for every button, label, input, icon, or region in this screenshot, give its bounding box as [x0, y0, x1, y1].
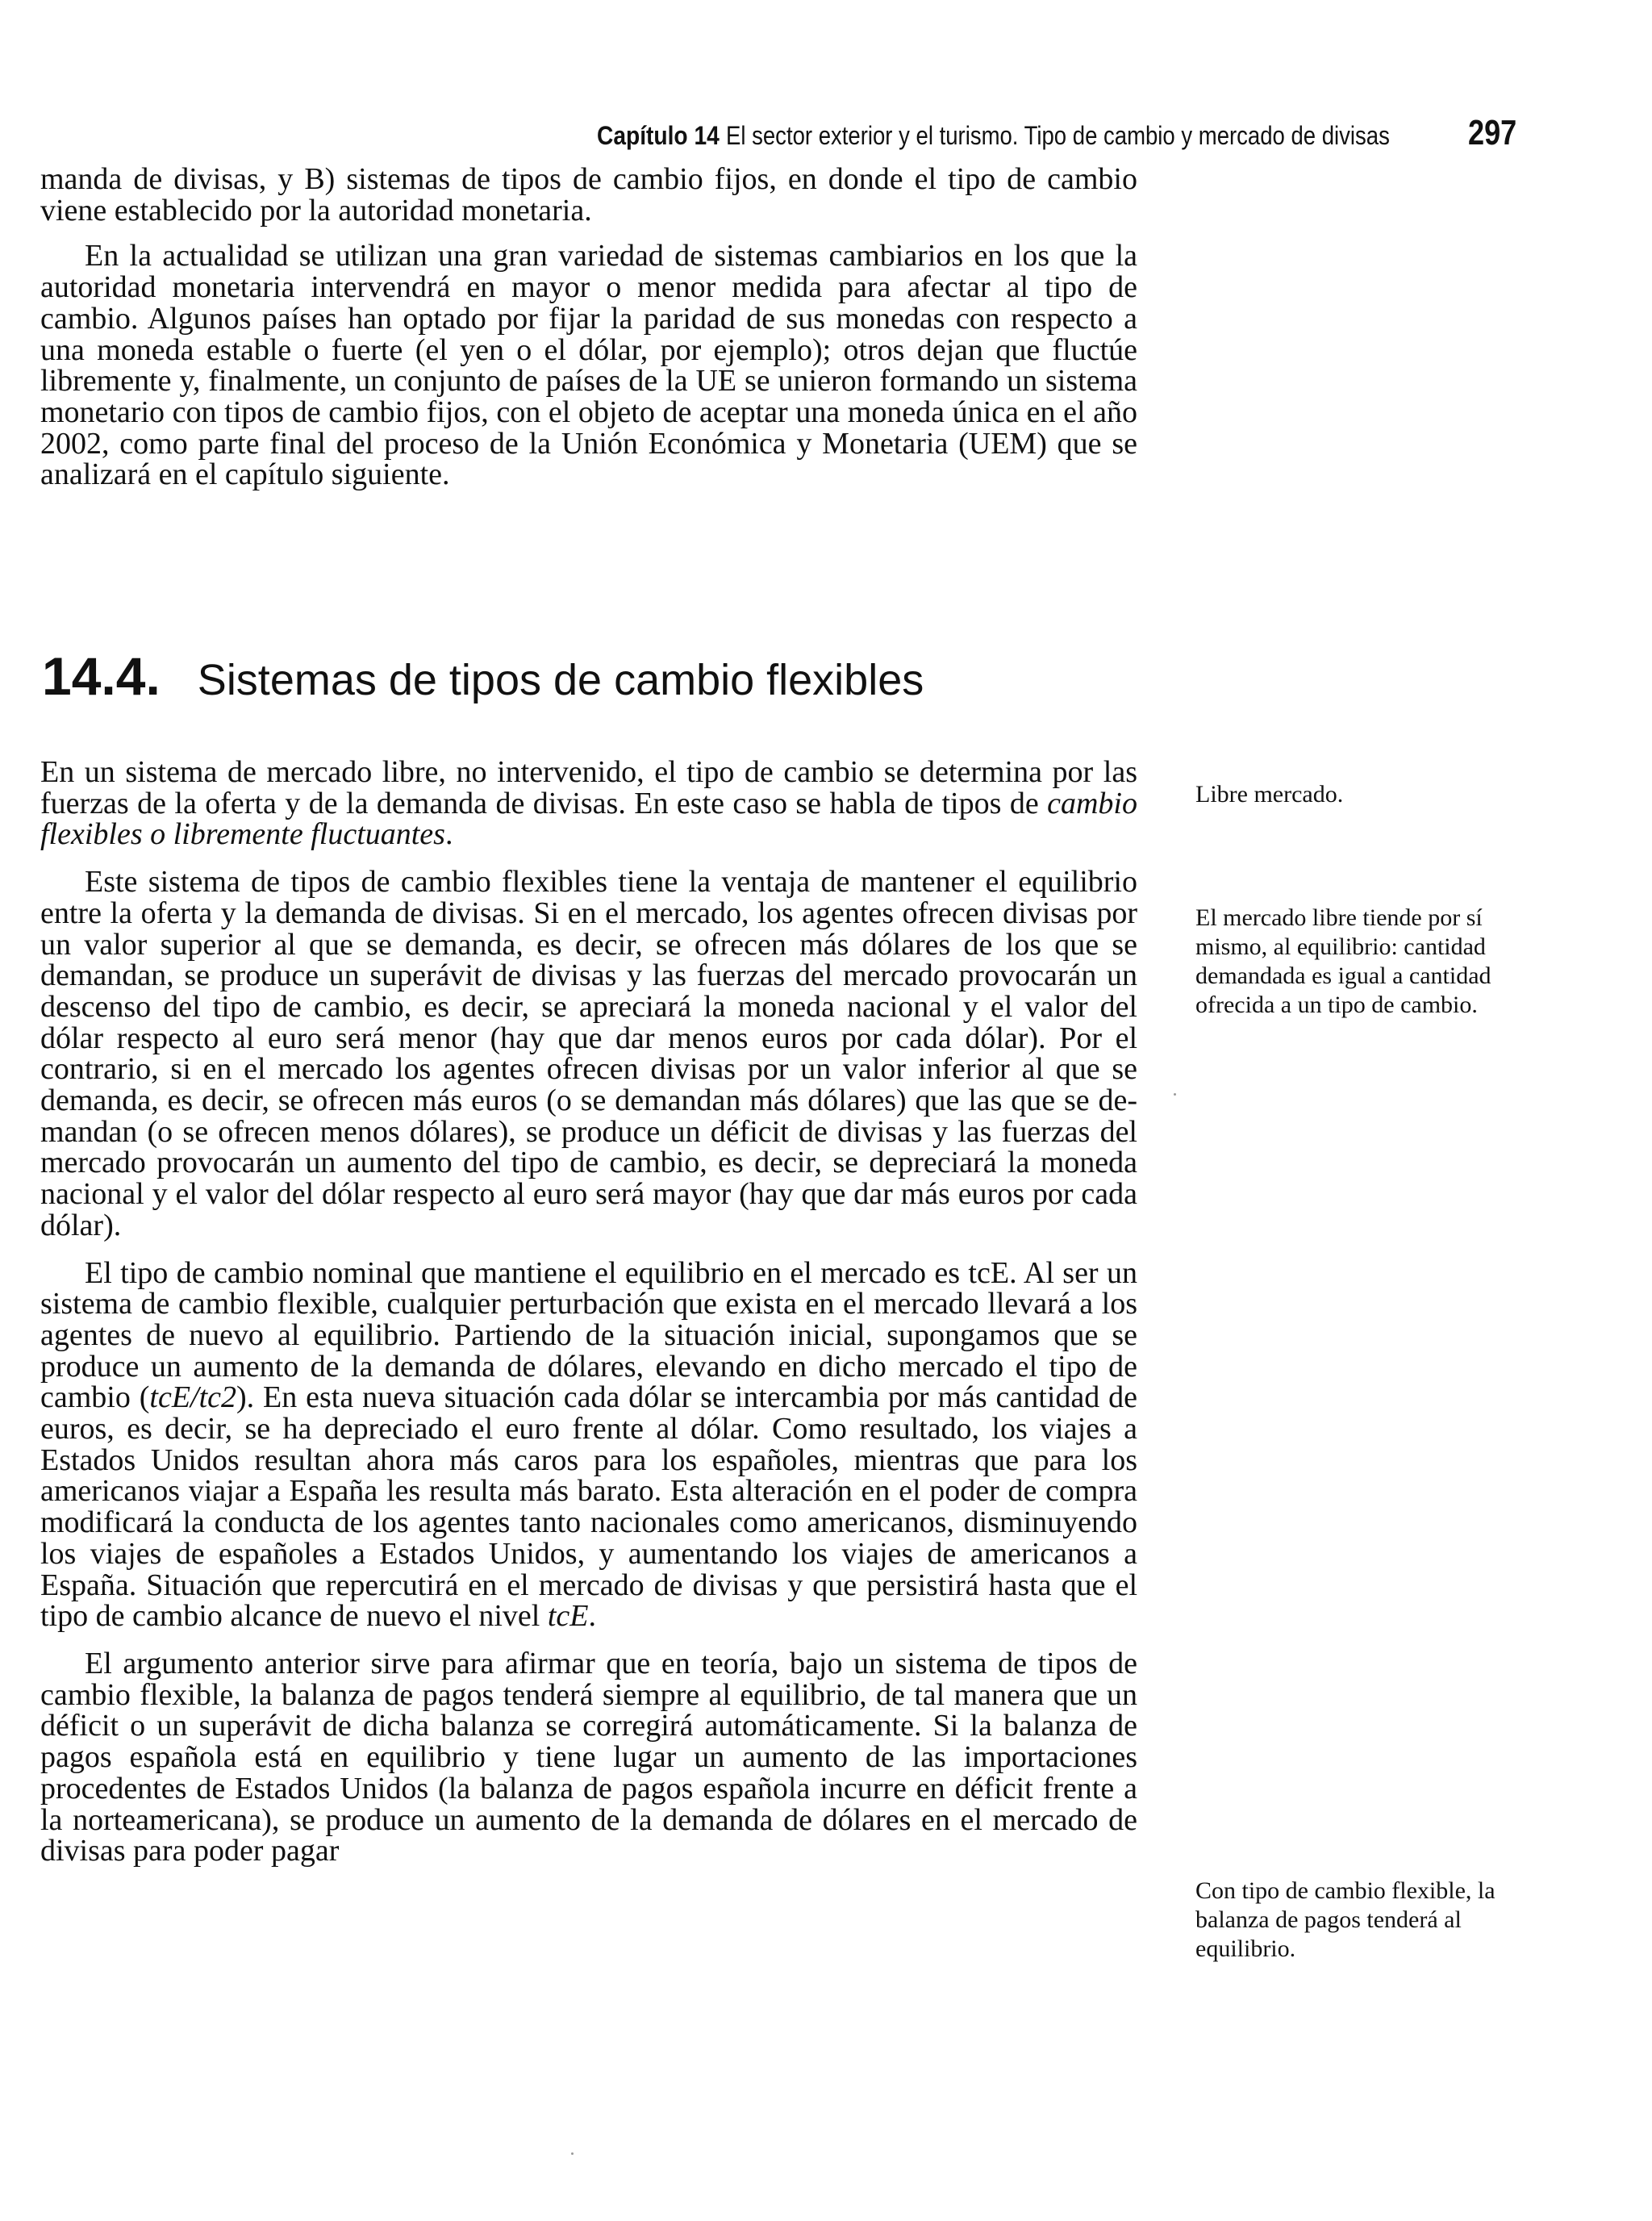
scan-speck [571, 2152, 574, 2155]
paragraph-flexible-advantage: Este sistema de tipos de cambio flexibles tiene la ventaja de mantener el equilibrio entre la oferta y la demanda de divisas. Si en el mercado, los agentes ofrecen divisas por un valor superior al que se demanda, es decir, se ofrecen más dólares de los que se demandan, se produce un superávit de divisas y las fuerzas del mercado provocarán un descenso del tipo de cambio, es decir, se apreciará la moneda nacional y el valor del dólar respecto al euro será menor (hay que dar menos euros por cada dólar). Por el contrario, si en el mercado los agentes ofrecen divisas por un valor inferior al que se demanda, es decir, se ofrecen más euros (o se demandan más dólares) que las que se demandan (o se ofrecen menos dólares), se produce un déficit de divisas y las fuerzas del mercado provocarán un aumento del tipo de cambio, es decir, se depreciará la moneda nacional y el valor del dólar respecto al euro será mayor (hay que dar más euros por cada dólar). [40, 865, 1137, 1242]
section-number: 14.4. [42, 646, 161, 706]
paragraph-text: . [588, 1599, 596, 1634]
chapter-title: El sector exterior y el turismo. Tipo de cambio y mercado de divisas [726, 121, 1390, 150]
paragraph-text: En un sistema de mercado libre, no intervenido, el tipo de cambio se determina por las fuerzas de la oferta y de la demanda de divisas. En este caso se habla de tipos de [40, 755, 1137, 820]
paragraph-balance-of-payments: El argumento anterior sirve para afirmar que en teoría, bajo un sistema de tipos de cambio flexible, la balanza de pagos tenderá siempre al equilibrio, de tal manera que un déficit o un superávit de dicha balanza se corregirá automáticamente. Si la balanza de pagos española está en equilibrio y tiene lugar un aumento de las importaciones procedentes de Estados Unidos (la balanza de pagos española incurre en déficit frente a la norteamericana), se produce un aumento de la demanda de dólares en el mercado de divisas para poder pagar [40, 1646, 1137, 1868]
margin-note-flexible-rate: Con tipo de cambio flexible, la balanza de pagos tenderá al equilibrio. [1195, 1877, 1496, 1962]
scan-speck [1174, 1093, 1176, 1096]
section-text-block [40, 757, 1137, 1867]
paragraph-free-market [40, 757, 1137, 850]
paragraph-text: ). En esta nueva situación cada dólar se intercambia por más cantidad de euros, es decir, se ha depreciado el euro frente al dólar. Como resultado, los viajes a Estados Unidos resultan ahora más caros para los españoles, mientras que para los americanos viajar a España les resulta más barato. Esta alteración en el poder de compra modificará la conducta de los agentes tanto nacionales como americanos, disminuyendo los viajes de españoles a Estados Unidos, y aumentando los viajes de americanos a España. Situación que repercutirá en el mercado de divisas y que persistirá hasta que el tipo de cambio alcance de nuevo el nivel [40, 1380, 1137, 1634]
chapter-label: Capítulo 14 [597, 121, 720, 150]
italic-term: tcE [547, 1599, 589, 1634]
running-header [597, 113, 1541, 153]
paragraph-nominal-rate [40, 1255, 1137, 1634]
section-title: Sistemas de tipos de cambio flexibles [197, 656, 924, 704]
page-number: 297 [1468, 113, 1517, 152]
paragraph-exchange-systems: En la actualidad se utilizan una gran variedad de sistemas cambiarios en los que la autoridad monetaria intervendrá en mayor o menor medida para afectar al tipo de cambio. Algunos países han optado por fijar la paridad de sus monedas con respecto a una moneda estable o fuerte (el yen o el dólar, por ejemplo); otros dejan que fluctúe libremente y, finalmente, un conjunto de países de la UE se unieron formando un sistema monetario con tipos de cambio fijos, con el objeto de aceptar una moneda única en el año 2002, como parte final del proceso de la Unión Económica y Monetaria (UEM) que se analizará en el capítulo siguiente. [40, 239, 1137, 492]
paragraph-continuation: manda de divisas, y B) sistemas de tipos de cambio fijos, en donde el tipo de cambio viene establecido por la autoridad monetaria. [40, 162, 1137, 228]
italic-term: tcE/tc2 [149, 1380, 237, 1415]
italic-term: cambio flexibles o libremente fluctuantes [40, 786, 1137, 852]
top-text-block [40, 164, 1137, 491]
paragraph-text: . [444, 817, 453, 852]
margin-note-free-market: Libre mercado. [1195, 781, 1344, 808]
margin-note-equilibrium: El mercado libre tiende por sí mismo, al equilibrio: cantidad demandada es igual a cantidad ofrecida a un tipo de cambio. [1195, 904, 1491, 1018]
paragraph-text: El tipo de cambio nominal que mantiene el equilibrio en el mercado es tcE. Al ser un sistema de cambio flexible, cualquier perturbación que exista en el mercado llevará a los agentes de nuevo al equilibrio. Partiendo de la situación inicial, supongamos que se produce un aumento de la demanda de dólares, elevando en dicho mercado el tipo de cambio ( [40, 1255, 1137, 1415]
section-heading [42, 645, 924, 707]
